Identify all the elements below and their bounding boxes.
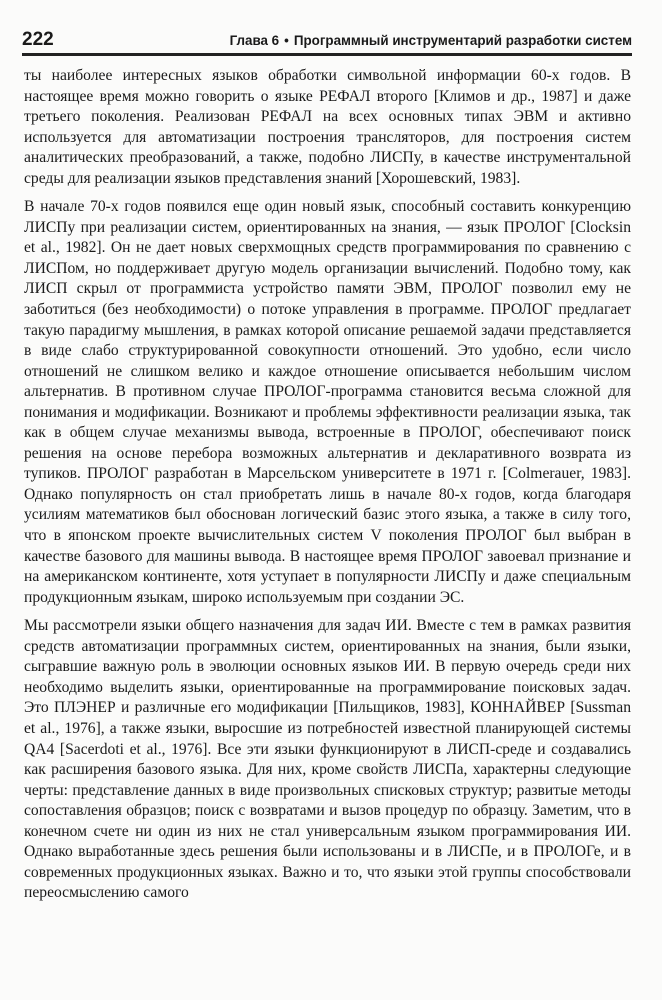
paragraph-1: ты наиболее интересных языков обработки символьной информации 60-х годов. В настоящее время можно говорить о языке РЕФАЛ второго [Климов и др., 1987] и даже третьего поколения. Реализован РЕФАЛ на всех основных типах ЭВМ и активно используется для автоматизации построения трансляторов, для построения систем аналитических преобразований, а также, подобно ЛИСПу, в качестве инструментальной среды для реализации языков представления знаний [Хорошевский, 1983]. [24, 67, 631, 187]
bullet-separator: • [284, 33, 289, 48]
body-text [24, 66, 631, 912]
page-header [22, 24, 632, 56]
page-number: 222 [22, 29, 54, 50]
chapter-label: Глава 6 [229, 33, 280, 48]
chapter-title: Программный инструментарий разработки систем [293, 33, 632, 48]
paragraph-3: Мы рассмотрели языки общего назначения для задач ИИ. Вместе с тем в рамках развития средств автоматизации программных систем, ориентированных на знания, были языки, сыгравшие важную роль в эволюции основных языков ИИ. В первую очередь среди них необходимо выделить языки, ориентированные на программирование поисковых задач. Это ПЛЭНЕР и различные его модификации [Пильщиков, 1983], КОННАЙВЕР [Sussman et al., 1976], а также языки, выросшие из потребностей известной планирующей системы QA4 [Sacerdoti et al., 1976]. Все эти языки функционируют в ЛИСП-среде и создавались как расширения базового языка. Для них, кроме свойств ЛИСПа, характерны следующие черты: представление данных в виде произвольных списковых структур; развитые методы сопоставления образцов; поиск с возвратами и вызов процедур по образцу. Заметим, что в конечном счете ни один из них не стал универсальным языком программирования ИИ. Однако выработанные здесь решения были использованы и в ЛИСПе, и в ПРОЛОГе, и в современных продукционных языках. Важно и то, что языки этой группы способствовали переосмыслению самого [24, 617, 631, 902]
paragraph-2: В начале 70-х годов появился еще один новый язык, способный составить конкуренцию ЛИСПу при реализации систем, ориентированных на знания, — язык ПРОЛОГ [Clocksin et al., 1982]. Он не дает новых сверхмощных средств программирования по сравнению с ЛИСПом, но поддерживает другую модель организации вычислений. Подобно тому, как ЛИСП скрыл от программиста устройство памяти ЭВМ, ПРОЛОГ позволил ему не заботиться (без необходимости) о потоке управления в программе. ПРОЛОГ предлагает такую парадигму мышления, в рамках которой описание решаемой задачи представляется в виде слабо структурированной совокупности отношений. Это удобно, если число отношений не слишком велико и каждое отношение описывается небольшим числом альтернатив. В противном случае ПРОЛОГ-программа становится весьма сложной для понимания и модификации. Возникают и проблемы эффективности реализации языка, так как в общем случае механизмы вывода, встроенные в ПРОЛОГ, обеспечивают поиск решения на основе перебора возможных альтернатив и декларативного возврата из тупиков. ПРОЛОГ разработан в Марсельском университете в 1971 г. [Colmerauer, 1983]. Однако популярность он стал приобретать лишь в начале 80-х годов, когда благодаря усилиям математиков был обоснован логический базис этого языка, а также в силу того, что в японском проекте вычислительных систем V поколения ПРОЛОГ был выбран в качестве базового для машины вывода. В настоящее время ПРОЛОГ завоевал признание и на американском континенте, хотя уступает в популярности ЛИСПу и даже специальным продукционным языкам, широко используемым при создании ЭС. [24, 198, 631, 606]
running-head [230, 32, 632, 50]
